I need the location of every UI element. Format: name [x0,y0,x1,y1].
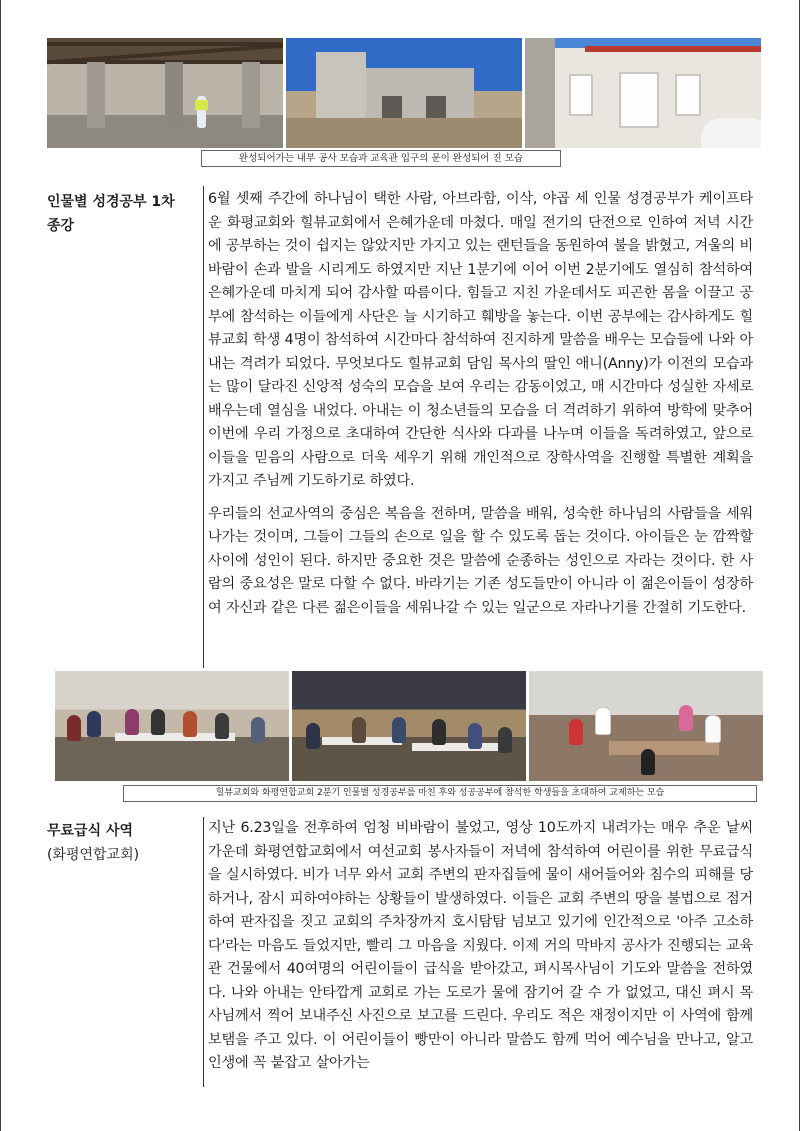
section-divider [203,817,204,1087]
paragraph: 6월 셋째 주간에 하나님이 택한 사람, 아브라함, 이삭, 야곱 세 인물 성경공부가 케이프타운 화평교회와 힐뷰교회에서 은혜가운데 마쳤다. 매일 전기의 단전으로 인하여 저녁 시간에 공부하는 것이 쉽지는 않았지만 가지고 있는 랜턴들을 동원하여 불을 밝혔고, 겨울의 비바람이 손과 발을 시리게도 하였지만 지난 1분기에 이어 이번 2분기에도 열심히 참석하여 은혜가운데 마치게 되어 감사할 따름이다. 힘들고 지친 가운데서도 피곤한 몸을 이끌고 공부에 참석하는 이들에게 사단은 늘 시기하고 훼방을 놓는다. 이번 공부에는 감사하게도 힐뷰교회 학생 4명이 참석하여 시간마다 참석하여 진지하게 말씀을 배우는 모습들에 나와 아내는 격려가 되었다. 무엇보다도 힐뷰교회 담임 목사의 딸인 애니(Anny)가 이전의 모습과는 많이 달라진 신앙적 성숙의 모습을 보여 우리는 감동이었고, 매 시간마다 성실한 자세로 배우는데 열심을 내었다. 아내는 이 청소년들의 모습을 더 격려하기 위하여 방학에 맞추어 이번에 우리 가정으로 초대하여 간단한 식사와 다과를 나누며 이들을 독려하였고, 앞으로 이들을 믿음의 사람으로 더욱 세우기 위해 개인적으로 장학사역을 진행할 특별한 계획을 가지고 주님께 기도하기로 하였다. [208,191,753,489]
interior-construction-photo [47,38,283,148]
section-free-meals [47,817,753,1087]
building-exterior-photo [286,38,522,148]
section-body [208,817,753,1085]
section-title [47,819,197,867]
hillview-church-class-photo [55,671,289,781]
paragraph: 우리들의 선교사역의 중심은 복음을 전하며, 말씀을 배워, 성숙한 하나님의 사람들을 세워나가는 것이며, 그들이 그들의 손으로 일을 할 수 있도록 돕는 것이다. 아이들은 눈 깜짝할 사이에 성인이 된다. 하지만 중요한 것은 말씀에 순종하는 성인으로 자라는 것이다. 한 사람의 중요성은 말로 다할 수 없다. 바라기는 기존 성도들만이 아니라 이 젊은이들이 성장하여 자신과 같은 다른 젊은이들을 세워나갈 수 있는 일군으로 자라나기를 간절히 기도한다. [208,505,753,616]
top-photo-strip [47,38,761,148]
section-subtitle: (화평연합교회) [47,847,140,863]
hwapyeong-church-class-photo [292,671,526,781]
education-hall-door-photo [525,38,761,148]
section-divider [203,186,204,668]
section-title: 인물별 성경공부 1차 종강 [47,194,175,234]
section-bible-study [47,186,753,668]
students-dinner-photo [529,671,763,781]
paragraph: 지난 6.23일을 전후하여 엄청 비바람이 불었고, 영상 10도까지 내려가는 매우 추운 날씨 가운데 화평연합교회에서 여선교회 봉사자들이 저녁에 참석하여 어린이를 위한 무료급식을 실시하였다. 비가 너무 와서 교회 주변의 판자집들에 물이 새어들어와 침수의 피해를 당하거나, 잠시 피하여야하는 상황들이 발생하였다. 이들은 교회 주변의 땅을 불법으로 점거하여 판자집을 짓고 교회의 주차장까지 호시탐탐 넘보고 있기에 인간적으로 '아주 고소하다'라는 마음도 들었지만, 빨리 그 마음을 지웠다. 이제 거의 막바지 공사가 진행되는 교육관 건물에서 40여명의 어린이들이 급식을 받아갔고, 펴시목사님이 기도와 말씀을 전하였다. 나와 아내는 안타깝게 교회로 가는 도로가 물에 잠기어 갈 수 가 없었고, 대신 펴시 목사님께서 찍어 보내주신 사진으로 보고를 드린다. 우리도 적은 재정이지만 이 사역에 함께 보탬을 주고 있다. 이 어린이들이 빵만이 아니라 말씀도 함께 먹어 예수님을 만나고, 알고 인생에 꼭 붙잡고 살아가는 [208,820,753,1071]
section-body [208,188,753,629]
section-title-text: 무료급식 사역 [47,823,134,839]
top-photo-caption: 완성되어가는 내부 공사 모습과 교육관 입구의 문이 완성되어 진 모습 [201,150,561,167]
middle-photo-strip [55,671,763,781]
middle-photo-caption: 힐뷰교회와 화평연합교회 2분기 인물별 성경공부를 마친 후와 성공공부에 참석한 학생들을 초대하여 교제하는 모습 [123,785,757,802]
